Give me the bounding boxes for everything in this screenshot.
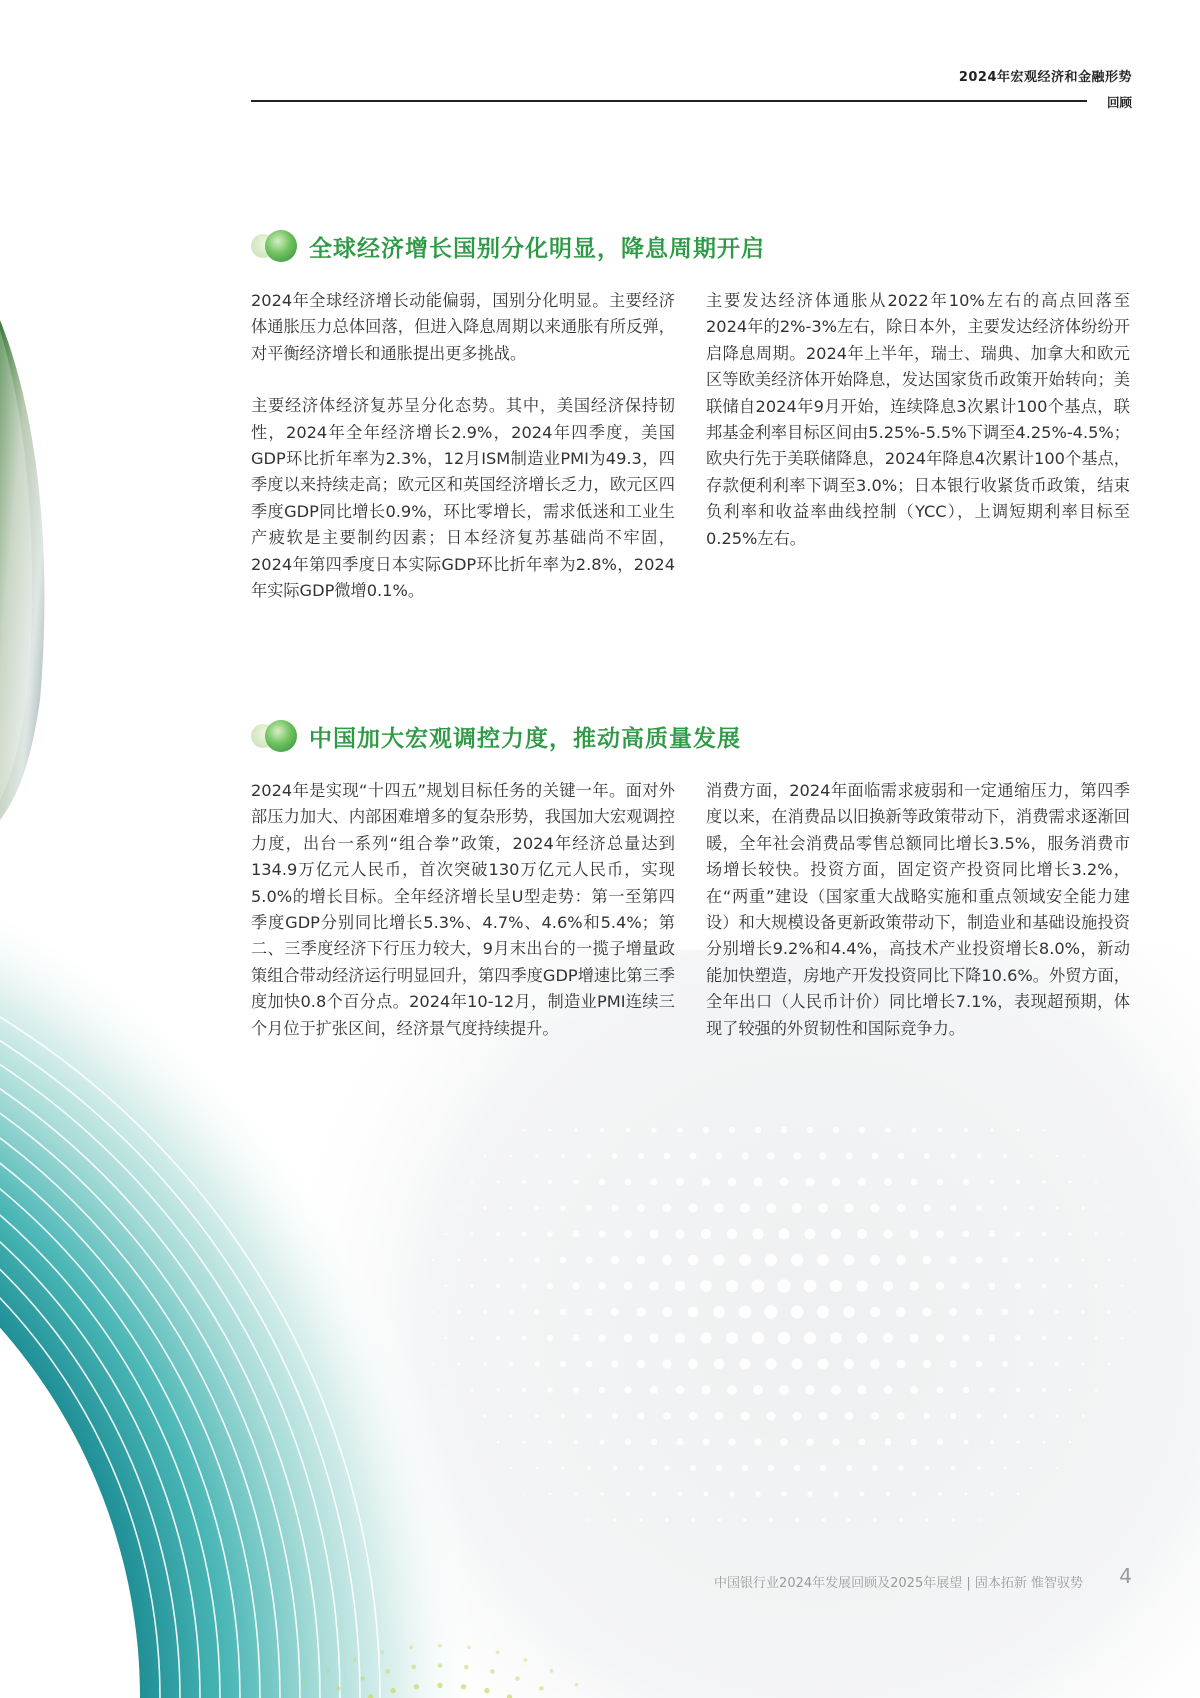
section-2-left-column [251, 778, 675, 1042]
section-2-right-column [706, 778, 1130, 1042]
section-heading-global [251, 228, 765, 264]
paragraph: 主要发达经济体通胀从2022年10%左右的高点回落至2024年的2%-3%左右，除日本外，主要发达经济体纷纷开启降息周期。2024年上半年，瑞士、瑞典、加拿大和欧元区等欧美经济体开始降息，发达国家货币政策开始转向；美联储自2024年9月开始，连续降息3次累计100个基点，联邦基金利率目标区间由5.25%-5.5%下调至4.25%-4.5%；欧央行先于美联储降息，2024年降息4次累计100个基点，存款便利利率下调至3.0%；日本银行收紧货币政策，结束负利率和收益率曲线控制（YCC），上调短期利率目标至0.25%左右。 [706, 291, 1130, 548]
section-1-left-column [251, 288, 675, 604]
section-bullet-icon [251, 720, 297, 752]
paragraph: 2024年是实现“十四五”规划目标任务的关键一年。面对外部压力加大、内部困难增多的复杂形势，我国加大宏观调控力度，出台一系列“组合拳”政策，2024年经济总量达到134.9万亿元人民币，首次突破130万亿元人民币，实现5.0%的增长目标。全年经济增长呈U型走势：第一至第四季度GDP分别同比增长5.3%、4.7%、4.6%和5.4%；第二、三季度经济下行压力较大，9月末出台的一揽子增量政策组合带动经济运行明显回升，第四季度GDP增速比第三季度加快0.8个百分点。2024年10-12月，制造业PMI连续三个月位于扩张区间，经济景气度持续提升。 [251, 781, 675, 1038]
header-divider [251, 100, 1087, 102]
section-bullet-icon [251, 230, 297, 262]
page-number: 4 [1119, 1564, 1132, 1588]
header-section: 回顾 [1106, 95, 1132, 110]
section-1-right-column [706, 288, 1130, 552]
section-title: 全球经济增长国别分化明显，降息周期开启 [309, 235, 765, 262]
paragraph: 主要经济体经济复苏呈分化态势。其中，美国经济保持韧性，2024年全年经济增长2.9%，2024年四季度，美国GDP环比折年率为2.3%，12月ISM制造业PMI为49.3，四季度以来持续走高；欧元区和英国经济增长乏力，欧元区四季度GDP同比增长0.9%，环比零增长，需求低迷和工业生产疲软是主要制约因素；日本经济复苏基础尚不牢固，2024年第四季度日本实际GDP环比折年率为2.8%，2024年实际GDP微增0.1%。 [251, 396, 675, 601]
paragraph: 消费方面，2024年面临需求疲弱和一定通缩压力，第四季度以来，在消费品以旧换新等政策带动下，消费需求逐渐回暖，全年社会消费品零售总额同比增长3.5%，服务消费市场增长较快。投资方面，固定资产投资同比增长3.2%，在“两重”建设（国家重大战略实施和重点领域安全能力建设）和大规模设备更新政策带动下，制造业和基础设施投资分别增长9.2%和4.4%，高技术产业投资增长8.0%，新动能加快塑造，房地产开发投资同比下降10.6%。外贸方面，全年出口（人民币计价）同比增长7.1%，表现超预期，体现了较强的外贸韧性和国际竞争力。 [706, 781, 1130, 1038]
section-title: 中国加大宏观调控力度，推动高质量发展 [309, 725, 741, 752]
header-title: 2024年宏观经济和金融形势 [958, 70, 1132, 85]
paragraph: 2024年全球经济增长动能偏弱，国别分化明显。主要经济体通胀压力总体回落，但进入降息周期以来通胀有所反弹，对平衡经济增长和通胀提出更多挑战。 [251, 291, 675, 363]
footer-text: 中国银行业2024年发展回顾及2025年展望 | 固本拓新 惟智驭势 [714, 1576, 1083, 1591]
section-heading-china [251, 718, 741, 754]
